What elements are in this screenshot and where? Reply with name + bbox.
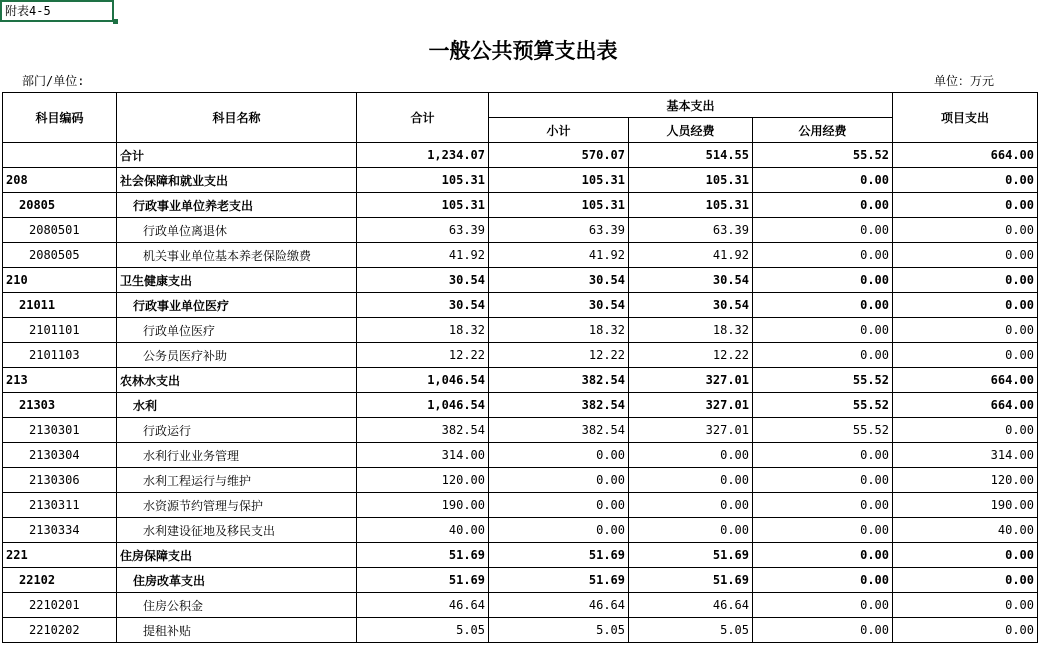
cell-project[interactable]: 314.00 [893,443,1038,468]
cell-subtotal[interactable]: 5.05 [489,618,629,643]
dept-label: 部门/单位: [22,74,85,88]
cell-name[interactable]: 农林水支出 [117,368,357,393]
cell-name[interactable]: 住房改革支出 [117,568,357,593]
cell-total[interactable]: 1,234.07 [357,143,489,168]
cell-code[interactable]: 2130301 [3,418,117,443]
cell-subtotal[interactable]: 12.22 [489,343,629,368]
cell-personnel[interactable]: 327.01 [629,393,753,418]
cell-personnel[interactable]: 0.00 [629,518,753,543]
cell-name[interactable]: 水利行业业务管理 [117,443,357,468]
cell-subtotal[interactable]: 0.00 [489,443,629,468]
cell-personnel[interactable]: 46.64 [629,593,753,618]
cell-name[interactable]: 提租补贴 [117,618,357,643]
table-row [3,468,1038,493]
cell-public[interactable]: 0.00 [753,218,893,243]
header-project: 项目支出 [893,93,1038,143]
cell-total[interactable]: 30.54 [357,293,489,318]
cell-subtotal[interactable]: 105.31 [489,193,629,218]
table-row [3,593,1038,618]
cell-code[interactable]: 2080505 [3,243,117,268]
header-public: 公用经费 [753,118,893,143]
cell-personnel[interactable]: 63.39 [629,218,753,243]
cell-personnel[interactable]: 30.54 [629,293,753,318]
cell-public[interactable]: 0.00 [753,243,893,268]
table-row [3,568,1038,593]
cell-name[interactable]: 机关事业单位基本养老保险缴费 [117,243,357,268]
cell-personnel[interactable]: 327.01 [629,418,753,443]
cell-subtotal[interactable]: 30.54 [489,268,629,293]
cell-total[interactable]: 12.22 [357,343,489,368]
cell-subtotal[interactable]: 105.31 [489,168,629,193]
cell-total[interactable]: 1,046.54 [357,368,489,393]
cell-public[interactable]: 0.00 [753,318,893,343]
cell-code[interactable]: 210 [3,268,117,293]
cell-project[interactable]: 0.00 [893,218,1038,243]
cell-name[interactable]: 行政单位离退休 [117,218,357,243]
cell-subtotal[interactable]: 18.32 [489,318,629,343]
table-row [3,518,1038,543]
table-row [3,543,1038,568]
header-subtotal: 小计 [489,118,629,143]
cell-project[interactable]: 40.00 [893,518,1038,543]
cell-code[interactable]: 2130311 [3,493,117,518]
cell-public[interactable]: 0.00 [753,443,893,468]
cell-project[interactable]: 664.00 [893,393,1038,418]
cell-public[interactable]: 0.00 [753,593,893,618]
cell-personnel[interactable]: 105.31 [629,168,753,193]
cell-subtotal[interactable]: 382.54 [489,418,629,443]
cell-code[interactable]: 2210201 [3,593,117,618]
cell-subtotal[interactable]: 51.69 [489,543,629,568]
table-row [3,268,1038,293]
table-row [3,368,1038,393]
table-row [3,443,1038,468]
cell-total[interactable]: 18.32 [357,318,489,343]
cell-project[interactable]: 0.00 [893,168,1038,193]
cell-name[interactable]: 住房公积金 [117,593,357,618]
cell-project[interactable]: 0.00 [893,268,1038,293]
cell-name[interactable]: 水利工程运行与维护 [117,468,357,493]
cell-code[interactable]: 21303 [3,393,117,418]
cell-code[interactable]: 2210202 [3,618,117,643]
cell-subtotal[interactable]: 382.54 [489,393,629,418]
cell-public[interactable]: 55.52 [753,143,893,168]
cell-public[interactable]: 55.52 [753,368,893,393]
cell-name[interactable]: 水利建设征地及移民支出 [117,518,357,543]
cell-name[interactable]: 住房保障支出 [117,543,357,568]
cell-name[interactable]: 卫生健康支出 [117,268,357,293]
cell-subtotal[interactable]: 570.07 [489,143,629,168]
cell-subtotal[interactable]: 51.69 [489,568,629,593]
header-basic: 基本支出 [489,93,893,118]
table-row [3,493,1038,518]
cell-public[interactable]: 55.52 [753,418,893,443]
cell-total[interactable]: 1,046.54 [357,393,489,418]
table-row [3,618,1038,643]
table-row [3,343,1038,368]
cell-name[interactable]: 水利 [117,393,357,418]
table-row [3,168,1038,193]
table-row [3,393,1038,418]
cell-personnel[interactable]: 12.22 [629,343,753,368]
cell-code[interactable]: 208 [3,168,117,193]
cell-project[interactable]: 120.00 [893,468,1038,493]
cell-public[interactable]: 55.52 [753,393,893,418]
cell-total[interactable]: 190.00 [357,493,489,518]
cell-name[interactable]: 行政事业单位养老支出 [117,193,357,218]
cell-subtotal[interactable]: 0.00 [489,468,629,493]
cell-total[interactable]: 40.00 [357,518,489,543]
cell-project[interactable]: 0.00 [893,568,1038,593]
cell-name[interactable]: 行政运行 [117,418,357,443]
cell-subtotal[interactable]: 30.54 [489,293,629,318]
page-title: 一般公共预算支出表 [428,38,618,63]
cell-name[interactable]: 行政事业单位医疗 [117,293,357,318]
cell-subtotal[interactable]: 63.39 [489,218,629,243]
cell-total[interactable]: 51.69 [357,568,489,593]
cell-personnel[interactable]: 41.92 [629,243,753,268]
cell-subtotal[interactable]: 41.92 [489,243,629,268]
cell-total[interactable]: 382.54 [357,418,489,443]
cell-code[interactable]: 213 [3,368,117,393]
header-total: 合计 [357,93,489,143]
cell-personnel[interactable]: 51.69 [629,568,753,593]
header-name: 科目名称 [117,93,357,143]
table-row [3,243,1038,268]
cell-personnel[interactable]: 0.00 [629,468,753,493]
cell-personnel[interactable]: 0.00 [629,493,753,518]
cell-total[interactable]: 63.39 [357,218,489,243]
cell-project[interactable]: 0.00 [893,243,1038,268]
cell-personnel[interactable]: 5.05 [629,618,753,643]
cell-personnel[interactable]: 51.69 [629,543,753,568]
cell-name[interactable]: 公务员医疗补助 [117,343,357,368]
cell-subtotal[interactable]: 382.54 [489,368,629,393]
cell-total[interactable]: 120.00 [357,468,489,493]
cell-total[interactable]: 314.00 [357,443,489,468]
cell-project[interactable]: 0.00 [893,343,1038,368]
cell-code[interactable]: 2130306 [3,468,117,493]
cell-subtotal[interactable]: 0.00 [489,493,629,518]
unit-label: 单位：万元 [934,74,995,88]
cell-personnel[interactable]: 30.54 [629,268,753,293]
cell-project[interactable]: 190.00 [893,493,1038,518]
cell-code[interactable] [3,143,117,168]
cell-public[interactable]: 0.00 [753,168,893,193]
cell-project[interactable]: 664.00 [893,143,1038,168]
fill-handle[interactable] [113,19,118,24]
cell-code[interactable]: 21011 [3,293,117,318]
cell-public[interactable]: 0.00 [753,193,893,218]
cell-total[interactable]: 5.05 [357,618,489,643]
table-row [3,318,1038,343]
cell-project[interactable]: 664.00 [893,368,1038,393]
cell-code[interactable]: 2101103 [3,343,117,368]
cell-public[interactable]: 0.00 [753,543,893,568]
table-row [3,193,1038,218]
cell-personnel[interactable]: 327.01 [629,368,753,393]
cell-code[interactable]: 2101101 [3,318,117,343]
cell-personnel[interactable]: 105.31 [629,193,753,218]
cell-total[interactable]: 51.69 [357,543,489,568]
cell-code[interactable]: 20805 [3,193,117,218]
cell-public[interactable]: 0.00 [753,518,893,543]
cell-code[interactable]: 2130334 [3,518,117,543]
cell-project[interactable]: 0.00 [893,593,1038,618]
header-personnel: 人员经费 [629,118,753,143]
cell-public[interactable]: 0.00 [753,468,893,493]
cell-code[interactable]: 2130304 [3,443,117,468]
cell-code[interactable]: 2080501 [3,218,117,243]
header-code: 科目编码 [3,93,117,143]
cell-public[interactable]: 0.00 [753,618,893,643]
cell-name[interactable]: 合计 [117,143,357,168]
cell-total[interactable]: 46.64 [357,593,489,618]
selected-cell-a1[interactable]: 附表4-5 [0,0,114,22]
cell-public[interactable]: 0.00 [753,343,893,368]
cell-subtotal[interactable]: 46.64 [489,593,629,618]
cell-public[interactable]: 0.00 [753,568,893,593]
cell-personnel[interactable]: 0.00 [629,443,753,468]
cell-personnel[interactable]: 514.55 [629,143,753,168]
cell-total[interactable]: 30.54 [357,268,489,293]
cell-total[interactable]: 105.31 [357,193,489,218]
cell-project[interactable]: 0.00 [893,618,1038,643]
cell-name[interactable]: 行政单位医疗 [117,318,357,343]
cell-public[interactable]: 0.00 [753,293,893,318]
cell-public[interactable]: 0.00 [753,268,893,293]
cell-project[interactable]: 0.00 [893,543,1038,568]
cell-project[interactable]: 0.00 [893,418,1038,443]
budget-table [2,92,1038,643]
cell-project[interactable]: 0.00 [893,193,1038,218]
cell-code[interactable]: 22102 [3,568,117,593]
table-row [3,218,1038,243]
table-row [3,143,1038,168]
cell-personnel[interactable]: 18.32 [629,318,753,343]
cell-total[interactable]: 105.31 [357,168,489,193]
cell-public[interactable]: 0.00 [753,493,893,518]
cell-total[interactable]: 41.92 [357,243,489,268]
cell-subtotal[interactable]: 0.00 [489,518,629,543]
cell-project[interactable]: 0.00 [893,293,1038,318]
table-row [3,418,1038,443]
cell-name[interactable]: 水资源节约管理与保护 [117,493,357,518]
cell-project[interactable]: 0.00 [893,318,1038,343]
table-row [3,293,1038,318]
cell-code[interactable]: 221 [3,543,117,568]
cell-name[interactable]: 社会保障和就业支出 [117,168,357,193]
